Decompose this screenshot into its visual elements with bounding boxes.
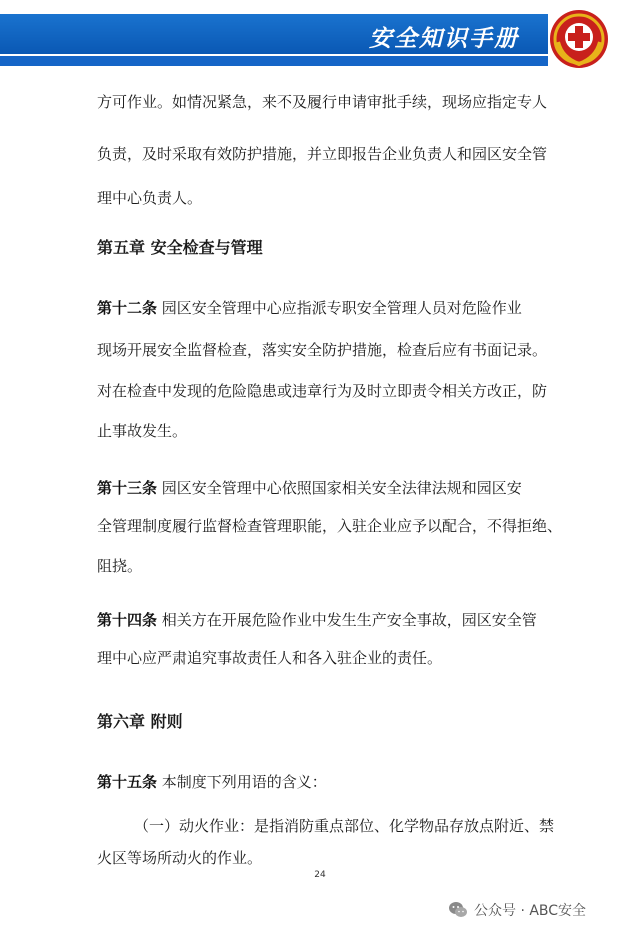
article-text: 本制度下列用语的含义： (157, 773, 327, 791)
article-14-line (97, 610, 537, 630)
article-text: 园区安全管理中心依照国家相关安全法律法规和园区安 (157, 479, 522, 497)
wechat-icon (448, 900, 468, 920)
paragraph-line: 负责，及时采取有效防护措施，并立即报告企业负责人和园区安全管 (97, 145, 548, 163)
article-label: 第十二条 (97, 299, 158, 317)
chapter-heading: 第六章 附则 (97, 712, 183, 731)
paragraph-line: 方可作业。如情况紧急，来不及履行申请审批手续，现场应指定专人 (97, 93, 548, 111)
article-text: 园区安全管理中心应指派专职安全管理人员对危险作业 (157, 299, 522, 317)
paragraph-line: 阻挠。 (97, 557, 143, 575)
paragraph-line: 全管理制度履行监督检查管理职能，入驻企业应予以配合，不得拒绝、 (97, 517, 563, 535)
watermark-text: 公众号 · ABC安全 (474, 903, 587, 919)
article-label: 第十五条 (97, 773, 158, 791)
header-stripe (0, 56, 548, 66)
chapter-heading: 第五章 安全检查与管理 (97, 238, 263, 257)
paragraph-line: 火区等场所动火的作业。 (97, 849, 263, 867)
paragraph-line: 对在检查中发现的危险隐患或违章行为及时立即责令相关方改正，防 (97, 382, 548, 400)
paragraph-line: 理中心应严肃追究事故责任人和各入驻企业的责任。 (97, 649, 443, 667)
article-12-line (97, 298, 522, 318)
paragraph-line: 理中心负责人。 (97, 189, 203, 207)
paragraph-line: 止事故发生。 (97, 422, 188, 440)
page-header (0, 0, 637, 78)
article-text: 相关方在开展危险作业中发生生产安全事故，园区安全管 (157, 611, 537, 629)
safety-cross-emblem-icon (548, 8, 610, 70)
article-label: 第十四条 (97, 611, 158, 629)
header-title: 安全知识手册 (369, 26, 519, 52)
article-13-line (97, 478, 522, 498)
watermark (448, 900, 586, 920)
paragraph-line: 现场开展安全监督检查，落实安全防护措施，检查后应有书面记录。 (97, 341, 548, 359)
list-item-line: （一）动火作业：是指消防重点部位、化学物品存放点附近、禁 (134, 817, 555, 835)
article-15-line (97, 772, 327, 792)
page-number: 24 (314, 870, 326, 880)
article-label: 第十三条 (97, 479, 158, 497)
